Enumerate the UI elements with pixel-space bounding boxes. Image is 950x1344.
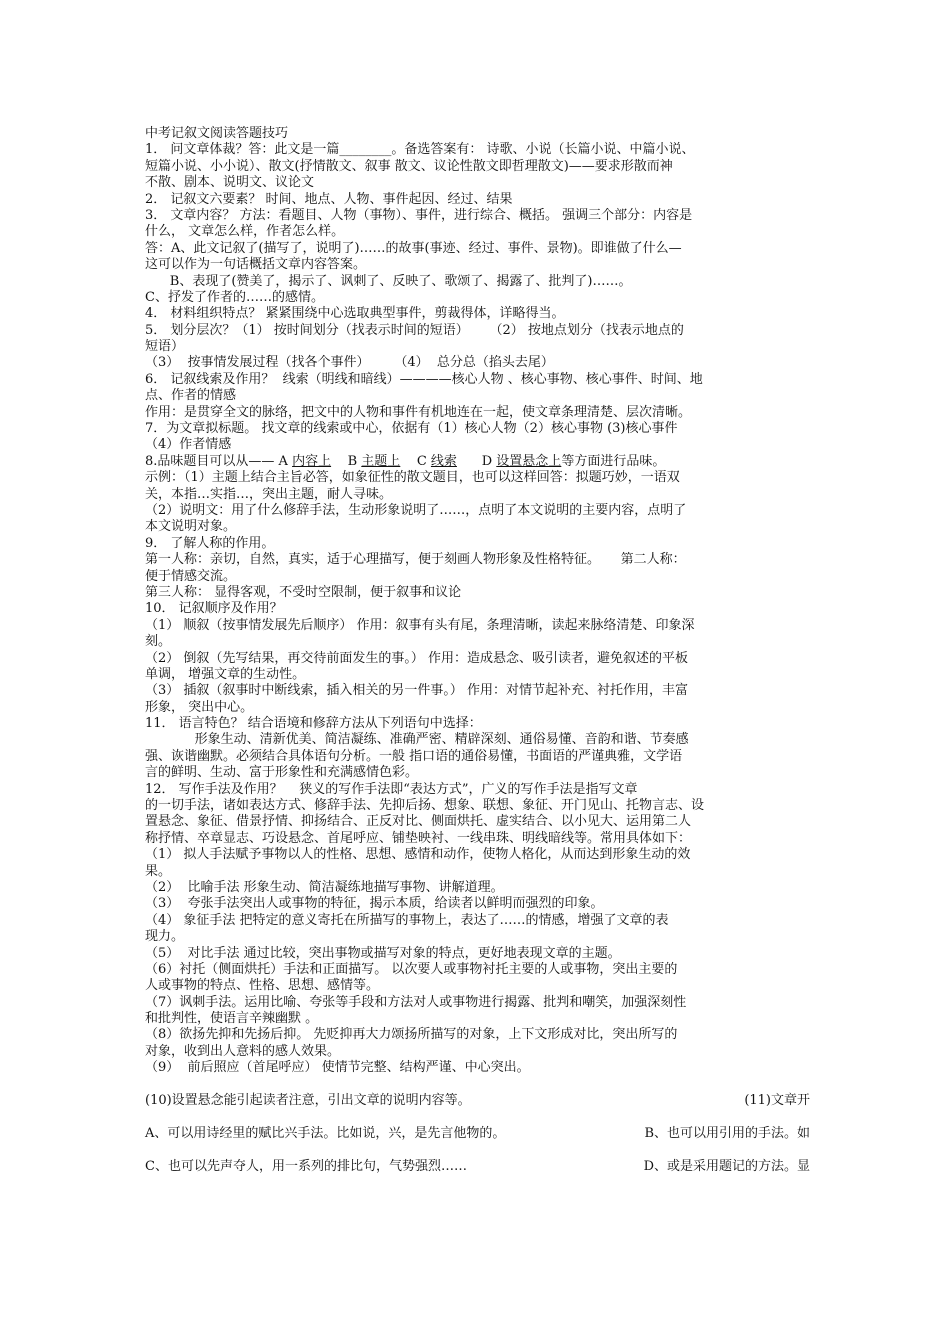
text-line: 第三人称： 显得客观，不受时空限制，便于叙事和议论 (145, 584, 462, 600)
text-line: 本文说明对象。 (145, 519, 237, 535)
line8-gap: D (456, 453, 497, 469)
text-line: 11． 语言特色？ 结合语境和修辞方法从下列语句中选择： (145, 716, 482, 732)
text-line: （9） 前后照应（首尾呼应） 使情节完整、结构严谨、中心突出。 (145, 1060, 530, 1076)
text-line: 9． 了解人称的作用。 (145, 535, 275, 551)
option-b-underlined: 主题上 (361, 453, 401, 469)
text-line: 2． 记叙文六要素？ 时间、地点、人物、事件起因、经过、结果 (145, 191, 513, 207)
document-page (145, 126, 810, 1191)
text-line: 刻。 (145, 634, 172, 650)
text-line: 不散、剧本、说明文、议论文 (145, 175, 315, 191)
line8-gap: B (331, 453, 362, 469)
option-a-underlined: 内容上 (292, 453, 332, 469)
text-line: 的一切手法，诸如表达方式、修辞手法、先抑后扬、想象、联想、象征、开门见山、托物言志、设 (145, 798, 705, 814)
text-line: C、抒发了作者的……的感情。 (145, 289, 324, 305)
line-right: (11)文章开 (744, 1093, 810, 1109)
text-line (145, 1175, 810, 1191)
text-line: 关，本指…实指…，突出主题，耐人寻味。 (145, 486, 393, 502)
text-line: （6）衬托（侧面烘托）手法和正面描写。 以次要人或事物衬托主要的人或事物，突出主要的 (145, 961, 678, 977)
text-line: （4）作者情感 (145, 437, 232, 453)
text-line: 强、诙谐幽默。必须结合具体语句分析。一般 指口语的通俗易懂，书面语的严谨典雅，文学语 (145, 748, 683, 764)
text-line: 人或事物的特点、性格、思想、感情等。 (145, 978, 380, 994)
text-line: 形象， 突出中心。 (145, 699, 254, 715)
option-c-underlined: 线索 (430, 453, 457, 469)
text-line: （2）说明文：用了什么修辞手法，生动形象说明了……，点明了本文说明的主要内容，点明了 (145, 502, 687, 518)
text-line: 和批判性，使语言辛辣幽默 。 (145, 1011, 319, 1027)
text-line: 10． 记叙顺序及作用？ (145, 601, 283, 617)
text-line: 什么， 文章怎么样，作者怎么样。 (145, 224, 345, 240)
option-d-underlined: 设置悬念上 (496, 453, 562, 469)
text-line: 答：A、此文记叙了(描写了，说明了)……的故事(事迹、经过、事件、景物)。即谁做了什么— (145, 240, 682, 256)
text-line: （5） 对比手法 通过比较，突出事物或描写对象的特点，更好地表现文章的主题。 (145, 945, 621, 961)
line-right: D、或是采用题记的方法。显 (643, 1158, 810, 1174)
text-line: 4． 材料组织特点？ 紧紧围绕中心选取典型事件，剪裁得体，详略得当。 (145, 306, 565, 322)
text-line: 便于情感交流。 (145, 568, 237, 584)
text-line: 短篇小说、小小说）、散文(抒情散文、叙事 散文、议论性散文即哲理散文)——要求形散而神 (145, 158, 673, 174)
text-line (145, 1109, 810, 1125)
text-line: （8）欲扬先抑和先扬后抑。 先贬抑再大力颂扬所描写的对象，上下文形成对比，突出所写的 (145, 1027, 678, 1043)
line8-prefix: 8.品味题目可以从—— A (145, 453, 293, 469)
text-line: （2） 倒叙（先写结果，再交待前面发生的事。） 作用：造成悬念、吸引读者，避免叙述的平板 (145, 650, 689, 666)
line-left: (10)设置悬念能引起读者注意，引出文章的说明内容等。 (145, 1093, 471, 1109)
text-line: 1． 问文章体裁？答：此文是一篇________。备选答案有： 诗歌、小说（长篇小说、中篇小说、 (145, 142, 695, 158)
line-left: A、可以用诗经里的赋比兴手法。比如说，兴，是先言他物的。 (145, 1125, 506, 1141)
text-line (145, 1142, 810, 1158)
split-line-c-d (145, 1159, 810, 1175)
text-line: （3） 按事情发展过程（找各个事件） （4） 总分总（掐头去尾） (145, 355, 554, 371)
text-line: 3． 文章内容？ 方法：看题目、人物（事物）、事件，进行综合、概括。 强调三个部分：内容是 (145, 207, 693, 223)
line8-gap: C (400, 453, 431, 469)
split-line-10-11 (145, 1093, 810, 1109)
text-line: （7）讽刺手法。运用比喻、夸张等手段和方法对人或事物进行揭露、批判和嘲笑，加强深刻性 (145, 994, 687, 1010)
text-line: B、表现了(赞美了，揭示了、讽刺了、反映了、歌颂了、揭露了、批判了)……。 (145, 273, 632, 289)
text-line: 短语） (145, 339, 185, 355)
title-tasting-line (145, 454, 810, 470)
text-line: （3） 插叙（叙事时中断线索，插入相关的另一件事。） 作用：对情节起补充、衬托作用，丰富 (145, 683, 689, 699)
text-line: （1） 顺叙（按事情发展先后顺序） 作用：叙事有头有尾，条理清晰，读起来脉络清楚、印象深 (145, 617, 695, 633)
text-line: 点、作者的情感 (145, 388, 237, 404)
text-line: 作用：是贯穿全文的脉络，把文中的人物和事件有机地连在一起，使文章条理清楚、层次清晰。 (145, 404, 692, 420)
text-line: （2） 比喻手法 形象生动、简洁凝练地描写事物、讲解道理。 (145, 879, 504, 895)
text-line: 这可以作为一句话概括文章内容答案。 (145, 257, 367, 273)
line8-suffix: 等方面进行品味。 (561, 453, 666, 469)
text-line (145, 1077, 810, 1093)
text-line: 现力。 (145, 929, 185, 945)
text-line: 对象，收到出人意料的感人效果。 (145, 1043, 341, 1059)
text-line: 7．为文章拟标题。 找文章的线索或中心，依据有（1）核心人物（2）核心事物 (3)核心事件 (145, 421, 678, 437)
line-left: C、也可以先声夺人，用一系列的排比句，气势强烈…… (145, 1158, 467, 1174)
document-title: 中考记叙文阅读答题技巧 (145, 126, 289, 141)
text-line: 言的鲜明、生动、富于形象性和充满感情色彩。 (145, 765, 419, 781)
text-line: 果。 (145, 863, 172, 879)
text-line: （1） 拟人手法赋予事物以人的性格、思想、感情和动作，使物人格化，从而达到形象生动的效 (145, 847, 691, 863)
text-line: 置悬念、象征、借景抒情、抑扬结合、正反对比、侧面烘托、虚实结合、以小见大、运用第二人 (145, 814, 692, 830)
text-line: 12． 写作手法及作用？ 狭义的写作手法即“表达方式”，广义的写作手法是指写文章 (145, 781, 638, 797)
text-line: 第一人称：亲切，自然，真实，适于心理描写，便于刻画人物形象及性格特征。 第二人称： (145, 552, 686, 568)
text-line: 5． 划分层次？（1） 按时间划分（找表示时间的短语） （2） 按地点划分（找表示地点的 (145, 322, 684, 338)
line-right: B、也可以用引用的手法。如 (644, 1125, 810, 1141)
text-line: 形象生动、清新优美、简洁凝练、准确严密、精辟深刻、通俗易懂、音韵和谐、节奏感 (145, 732, 689, 748)
text-line: 单调， 增强文章的生动性。 (145, 666, 306, 682)
text-line: 称抒情、卒章显志、巧设悬念、首尾呼应、铺垫映衬、一线串珠、明线暗线等。常用具体如下： (145, 830, 692, 846)
text-line: 6． 记叙线索及作用？ 线索（明线和暗线）————核心人物 、核心事物、核心事件、时间、地 (145, 371, 703, 387)
text-line: 示例：（1）主题上结合主旨必答，如象征性的散文题目，也可以这样回答：拟题巧妙，一语双 (145, 470, 680, 486)
split-line-a-b (145, 1126, 810, 1142)
text-line: （4） 象征手法 把特定的意义寄托在所描写的事物上，表达了……的情感，增强了文章的表 (145, 912, 669, 928)
text-line: （3） 夸张手法突出人或事物的特征，揭示本质，给读者以鲜明而强烈的印象。 (145, 896, 604, 912)
